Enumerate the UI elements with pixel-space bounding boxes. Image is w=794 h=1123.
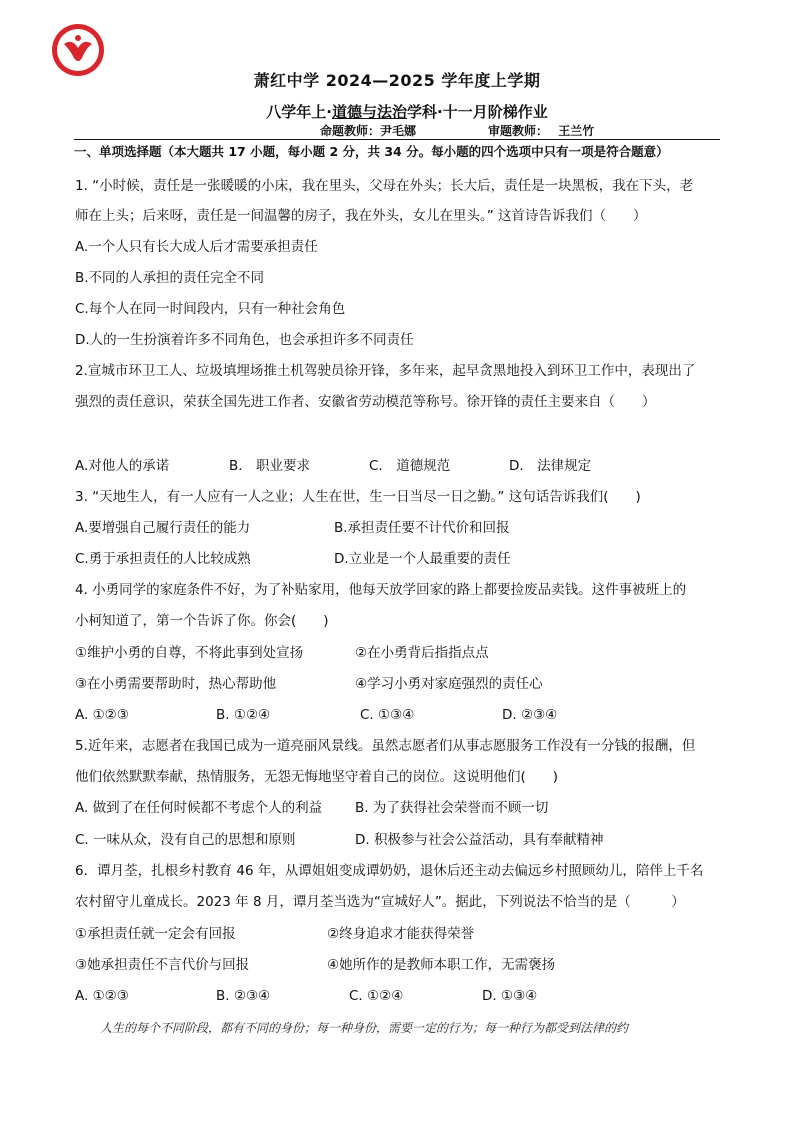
q1-option-c: C.每个人在同一时间段内，只有一种社会角色	[75, 301, 346, 317]
reviewer-label: 审题教师：	[488, 124, 549, 138]
q1-option-d: D.人的一生扮演着许多不同角色，也会承担许多不同责任	[75, 332, 414, 348]
subject-label: 道德与法治	[331, 103, 407, 121]
q2-stem-line-1: 2.宣城市环卫工人、垃圾填埋场推土机驾驶员徐开锋，多年来，起早贪黑地投入到环卫工作中，表现出了	[75, 363, 696, 379]
q3-option-d: D.立业是一个人最重要的责任	[334, 551, 511, 567]
assignment-tail: 学科·十一月阶梯作业	[407, 103, 548, 121]
q5-option-b: B. 为了获得社会荣誉而不顾一切	[355, 800, 549, 816]
q6-option-c: C. ①②④	[349, 988, 404, 1004]
q4-item-2: ②在小勇背后指指点点	[355, 645, 489, 661]
section-heading: 一、单项选择题（本大题共 17 小题，每小题 2 分，共 34 分。每小题的四个选项中只有一项是符合题意）	[74, 144, 669, 159]
q3-stem: 3. “天地生人，有一人应有一人之业；人生在世，生一日当尽一日之勤。” 这句话告诉我们( )	[75, 489, 641, 505]
q4-item-3: ③在小勇需要帮助时，热心帮助他	[75, 676, 277, 692]
q6-stem-line-1: 6．谭月荃，扎根乡村教育 46 年，从谭姐姐变成谭奶奶，退休后还主动去偏远乡村照顾幼儿，陪伴上千名	[75, 863, 704, 879]
q6-option-d: D. ①③④	[482, 988, 538, 1004]
header-rule	[74, 139, 720, 140]
reviewer-name: 王兰竹	[558, 124, 595, 138]
q4-stem-line-1: 4. 小勇同学的家庭条件不好，为了补贴家用，他每天放学回家的路上都要捡废品卖钱。这件事被班上的	[75, 582, 687, 598]
q4-stem-line-2: 小柯知道了，第一个告诉了你。你会( )	[75, 613, 329, 629]
q2-option-d: D. 法律规定	[509, 458, 592, 474]
grade-label: 八学年上·	[266, 103, 332, 121]
q6-item-1: ①承担责任就一定会有回报	[75, 926, 236, 942]
q5-option-d: D. 积极参与社会公益活动，具有奉献精神	[355, 832, 604, 848]
q6-item-2: ②终身追求才能获得荣誉	[327, 926, 475, 942]
q6-stem-line-2: 农村留守儿童成长。2023 年 8 月，谭月荃当选为“宣城好人”。据此，下列说法不恰当的是（ ）	[75, 894, 685, 910]
q1-stem-line-2: 师在上头；后来呀，责任是一间温馨的房子，我在外头，女儿在里头。” 这首诗告诉我们（ ）	[75, 208, 647, 224]
q6-item-3: ③她承担责任不言代价与回报	[75, 957, 250, 973]
q1-option-b: B.不同的人承担的责任完全不同	[75, 270, 265, 286]
q5-stem-line-2: 他们依然默默奉献，热情服务，无怨无悔地坚守着自己的岗位。这说明他们( )	[75, 769, 559, 785]
q3-option-c: C.勇于承担责任的人比较成熟	[75, 551, 251, 567]
q2-stem-line-2: 强烈的责任意识，荣获全国先进工作者、安徽省劳动模范等称号。徐开锋的责任主要来自（ ）	[75, 394, 656, 410]
q6-item-4: ④她所作的是教师本职工作，无需褒扬	[327, 957, 556, 973]
q4-option-c: C. ①③④	[360, 707, 415, 723]
assignment-subtitle	[0, 101, 794, 122]
q4-option-b: B. ①②④	[216, 707, 271, 723]
q4-option-a: A. ①②③	[75, 707, 129, 723]
q2-option-a: A.对他人的承诺	[75, 458, 170, 474]
q3-option-b: B.承担责任要不计代价和回报	[334, 520, 510, 536]
q6-option-b: B. ②③④	[216, 988, 271, 1004]
q4-item-1: ①维护小勇的自尊，不将此事到处宣扬	[75, 645, 304, 661]
school-year-title: 萧红中学 2024—2025 学年度上学期	[253, 71, 541, 90]
q2-option-b: B. 职业要求	[229, 458, 311, 474]
q2-option-c: C. 道德规范	[369, 458, 451, 474]
author-label: 命题教师：尹毛娜	[320, 124, 417, 138]
q4-item-4: ④学习小勇对家庭强烈的责任心	[355, 676, 543, 692]
q6-option-a: A. ①②③	[75, 988, 129, 1004]
q1-stem-line-1: 1. “小时候，责任是一张暖暖的小床，我在里头，父母在外头；长大后，责任是一块黑板，我在下头，老	[75, 178, 694, 194]
q5-option-c: C. 一味从众，没有自己的思想和原则	[75, 832, 296, 848]
q3-option-a: A.要增强自己履行责任的能力	[75, 520, 251, 536]
teacher-info	[320, 122, 595, 139]
q4-option-d: D. ②③④	[502, 707, 558, 723]
footer-quote: 人生的每个不同阶段，都有不同的身份；每一种身份，需要一定的行为；每一种行为都受到法律的约	[100, 1021, 629, 1035]
q5-option-a: A. 做到了在任何时候都不考虑个人的利益	[75, 800, 323, 816]
q1-option-a: A.一个人只有长大成人后才需要承担责任	[75, 239, 318, 255]
q5-stem-line-1: 5.近年来，志愿者在我国已成为一道亮丽风景线。虽然志愿者们从事志愿服务工作没有一分钱的报酬，但	[75, 738, 696, 754]
